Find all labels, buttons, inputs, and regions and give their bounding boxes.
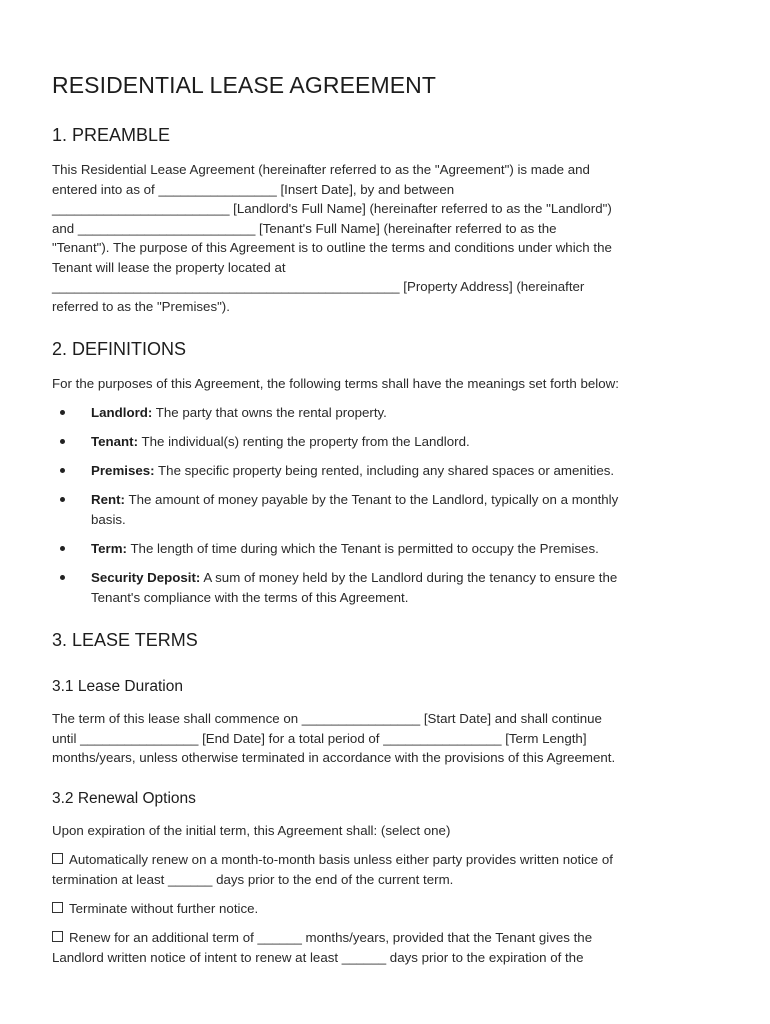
definition-text: Tenant's compliance with the terms of this Agreement. — [91, 589, 409, 605]
bullet-icon — [60, 439, 65, 444]
subsection-heading-renewal-options: 3.2 Renewal Options — [52, 790, 196, 807]
preamble-line: and ________________________ [Tenant's Full Name] (hereinafter referred to as the — [52, 220, 557, 236]
lease-duration-paragraph — [52, 709, 615, 768]
definitions-intro — [52, 374, 619, 394]
preamble-line: "Tenant"). The purpose of this Agreement is to outline the terms and conditions under which the — [52, 240, 612, 255]
preamble-line: Tenant will lease the property located at — [52, 259, 286, 275]
section-heading-lease-terms: 3. LEASE TERMS — [52, 630, 198, 650]
lease-duration-line: months/years, unless otherwise terminated in accordance with the provisions of this Agreement. — [52, 750, 616, 765]
definitions-intro-line: For the purposes of this Agreement, the following terms shall have the meanings set forth below: — [52, 376, 619, 391]
checkbox-renew-term[interactable] — [52, 931, 63, 942]
checkbox-terminate[interactable] — [52, 902, 63, 913]
preamble-paragraph — [52, 160, 612, 316]
preamble-line: referred to as the "Premises"). — [52, 298, 230, 314]
definition-term: Rent: — [91, 492, 125, 507]
bullet-icon — [60, 546, 65, 551]
definition-text: The amount of money payable by the Tenant to the Landlord, typically on a monthly — [128, 492, 619, 507]
bullet-icon — [60, 497, 65, 502]
document-title: RESIDENTIAL LEASE AGREEMENT — [52, 72, 437, 98]
definition-text: The specific property being rented, including any shared spaces or amenities. — [158, 463, 615, 478]
lease-duration-line: until ________________ [End Date] for a total period of ________________ [Term Length] — [52, 730, 587, 746]
renewal-option-terminate — [52, 899, 258, 919]
bullet-icon — [60, 575, 65, 580]
preamble-line: _______________________________________________ [Property Address] (hereinafter — [52, 279, 585, 294]
section-heading-definitions: 2. DEFINITIONS — [52, 339, 187, 359]
definition-term: Premises: — [91, 463, 155, 478]
definition-text: The party that owns the rental property. — [155, 405, 387, 420]
definition-text: A sum of money held by the Landlord during the tenancy to ensure the — [203, 570, 618, 585]
definition-text: The length of time during which the Tenant is permitted to occupy the Premises. — [130, 541, 599, 556]
preamble-line: This Residential Lease Agreement (hereinafter referred to as the "Agreement") is made and — [52, 162, 590, 177]
section-heading-preamble: 1. PREAMBLE — [52, 125, 171, 145]
lease-duration-line: The term of this lease shall commence on ________________ [Start Date] and shall continue — [52, 711, 602, 726]
definition-term: Landlord: — [91, 405, 153, 420]
renewal-intro-line: Upon expiration of the initial term, this Agreement shall: (select one) — [52, 823, 451, 838]
preamble-line: entered into as of ________________ [Insert Date], by and between — [52, 181, 455, 197]
option-text: termination at least ______ days prior to the end of the current term. — [52, 871, 454, 887]
definition-term: Term: — [91, 541, 127, 556]
renewal-intro — [52, 821, 450, 841]
option-text: Terminate without further notice. — [69, 901, 259, 916]
checkbox-auto-renew[interactable] — [52, 853, 63, 864]
definition-term: Security Deposit: — [91, 570, 201, 585]
subsection-heading-lease-duration: 3.1 Lease Duration — [52, 678, 183, 695]
bullet-icon — [60, 410, 65, 415]
bullet-icon — [60, 468, 65, 473]
definition-term: Tenant: — [91, 434, 139, 449]
renewal-option-auto — [52, 850, 613, 889]
option-text: Automatically renew on a month-to-month basis unless either party provides written notice of — [69, 852, 613, 867]
renewal-option-renew-term — [52, 928, 592, 967]
preamble-line: ________________________ [Landlord's Full Name] (hereinafter referred to as the "Landlord") — [52, 201, 612, 216]
definition-text: basis. — [91, 511, 126, 527]
option-text: Landlord written notice of intent to renew at least ______ days prior to the expiration of the — [52, 949, 584, 965]
option-text: Renew for an additional term of ______ months/years, provided that the Tenant gives the — [69, 930, 593, 945]
definition-text: The individual(s) renting the property from the Landlord. — [141, 434, 470, 449]
